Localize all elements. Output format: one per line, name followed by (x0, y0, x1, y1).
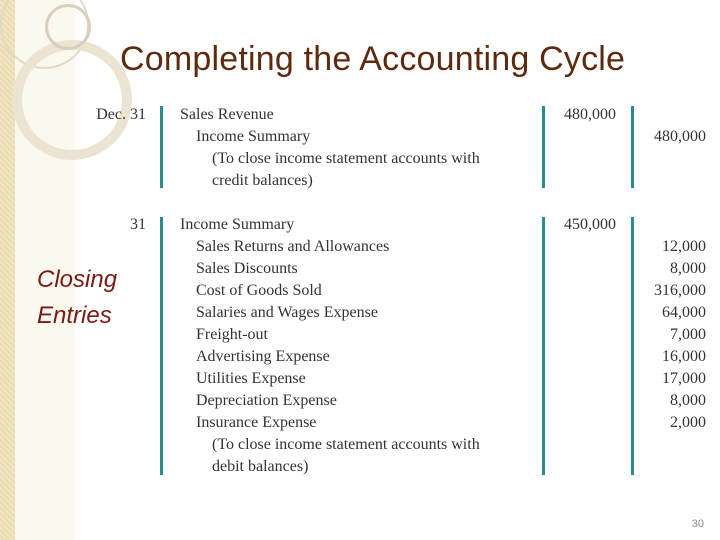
credit-amount: 316,000 (654, 282, 706, 299)
debit-amount: 480,000 (564, 106, 616, 123)
credit-account: Salaries and Wages Expense (196, 304, 378, 321)
journal-rule (631, 106, 634, 188)
credit-amount: 480,000 (654, 128, 706, 145)
credit-amount: 17,000 (662, 370, 706, 387)
entry-explanation: (To close income statement accounts with (212, 436, 480, 453)
credit-amount: 8,000 (670, 260, 706, 277)
debit-account: Income Summary (180, 216, 295, 233)
credit-account: Freight-out (196, 326, 268, 343)
credit-account: Utilities Expense (196, 370, 306, 387)
credit-account: Depreciation Expense (196, 392, 337, 409)
credit-amount: 12,000 (662, 238, 706, 255)
slide-title: Completing the Accounting Cycle (120, 40, 626, 78)
credit-account: Sales Returns and Allowances (196, 238, 390, 255)
credit-account: Sales Discounts (196, 260, 298, 277)
journal-rule (160, 217, 163, 475)
credit-amount: 2,000 (670, 414, 706, 431)
credit-account: Income Summary (196, 128, 311, 145)
credit-account: Insurance Expense (196, 414, 317, 431)
side-label-line-1: Closing (37, 266, 118, 293)
debit-account: Sales Revenue (180, 106, 274, 123)
entry-explanation: (To close income statement accounts with (212, 150, 480, 167)
credit-amount: 16,000 (662, 348, 706, 365)
credit-amount: 64,000 (662, 304, 706, 321)
entry-date: 31 (130, 216, 146, 233)
entry-explanation: credit balances) (212, 172, 313, 189)
credit-account: Cost of Goods Sold (196, 282, 322, 299)
side-label-line-2: Entries (37, 302, 112, 329)
journal-rule (160, 106, 163, 188)
page-number: 30 (691, 518, 704, 530)
credit-amount: 8,000 (670, 392, 706, 409)
debit-amount: 450,000 (564, 216, 616, 233)
entry-explanation: debit balances) (212, 458, 309, 475)
credit-amount: 7,000 (670, 326, 706, 343)
journal-rule (542, 217, 545, 475)
credit-account: Advertising Expense (196, 348, 330, 365)
entry-date: Dec. 31 (96, 106, 146, 123)
